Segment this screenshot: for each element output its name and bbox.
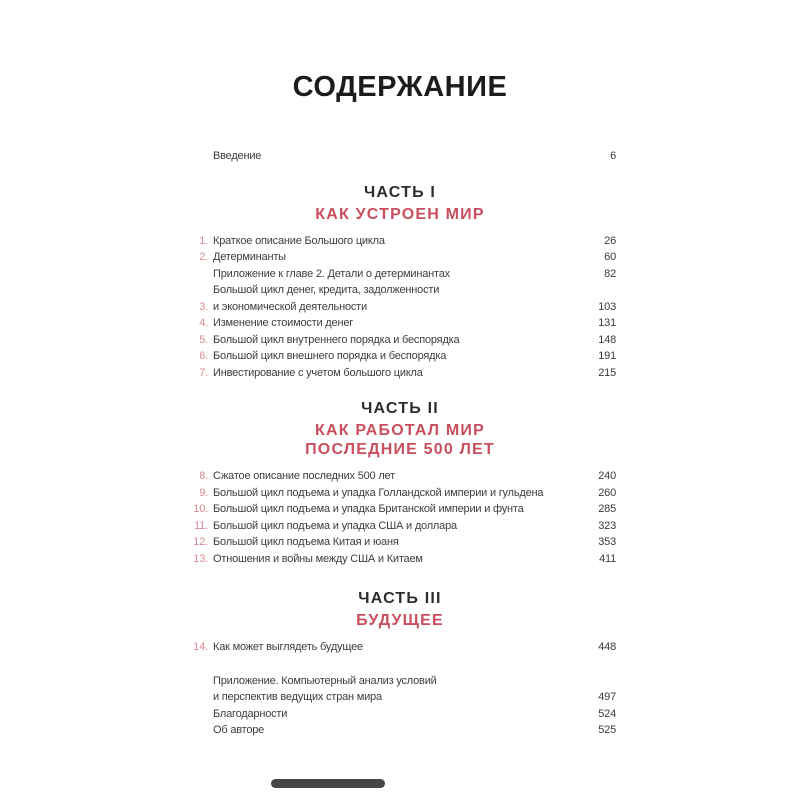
entry-title: Инвестирование с учетом большого цикла (213, 366, 423, 379)
entry-page-number: 497 (598, 691, 616, 703)
entry-title: Большой цикл денег, кредита, задолженности и экономической деятельности (213, 284, 440, 313)
toc-page (184, 70, 616, 739)
entry-page-number: 82 (604, 267, 616, 280)
entry-page-number: 285 (598, 503, 616, 515)
entry-title: Введение (213, 150, 262, 162)
part-label: ЧАСТЬ III (358, 590, 442, 607)
entry-page-number: 353 (598, 536, 616, 548)
toc-entry (184, 673, 616, 706)
entry-number: 4. (199, 317, 208, 329)
part-title: КАК РАБОТАЛ МИР ПОСЛЕДНИЕ 500 ЛЕТ (305, 422, 495, 458)
entry-page-number: 6 (610, 150, 616, 162)
toc-entry (184, 468, 616, 485)
entry-number: 5. (199, 333, 208, 346)
page-title: СОДЕРЖАНИЕ (292, 71, 508, 103)
part-items (184, 639, 616, 656)
entry-title: Большой цикл подъема Китая и юаня (213, 536, 399, 548)
entry-page-number: 103 (598, 300, 616, 313)
entry-number: 12. (193, 536, 208, 548)
part-title: КАК УСТРОЕН МИР (315, 205, 485, 223)
toc-entry (184, 282, 616, 315)
toc-entry (184, 148, 616, 165)
entry-page-number: 191 (598, 350, 616, 362)
entry-title: Большой цикл подъема и упадка Голландской империи и гульдена (213, 486, 544, 499)
entry-title: Приложение. Компьютерный анализ условий и перспектив ведущих стран мира (213, 674, 437, 703)
entry-page-number: 323 (598, 519, 616, 532)
part-heading (184, 589, 616, 630)
entry-page-number: 131 (598, 317, 616, 329)
entry-page-number: 524 (598, 707, 616, 720)
entry-title: Изменение стоимости денег (213, 317, 354, 329)
part-items (184, 233, 616, 382)
part-label: ЧАСТЬ I (363, 183, 437, 201)
toc-entry (184, 639, 616, 656)
entry-page-number: 525 (598, 724, 616, 736)
entry-number: 6. (199, 350, 208, 362)
entry-page-number: 240 (598, 470, 616, 482)
toc-entry (184, 348, 616, 365)
toc-parts (184, 183, 616, 656)
toc-entry (184, 249, 616, 266)
entry-title: Большой цикл подъема и упадка США и доллара (213, 519, 457, 532)
toc-entry (184, 534, 616, 551)
toc-entry (184, 315, 616, 332)
entry-number: 1. (199, 234, 208, 247)
entry-title: Как может выглядеть будущее (213, 641, 363, 653)
entry-page-number: 411 (599, 552, 616, 565)
entry-title: Большой цикл внутреннего порядка и беспорядка (213, 333, 460, 346)
entry-page-number: 448 (598, 641, 616, 653)
back-matter-section (184, 673, 616, 739)
part-heading (184, 399, 616, 459)
entry-number: 8. (199, 470, 208, 482)
part-heading (184, 183, 616, 224)
toc-entry (184, 365, 616, 382)
toc-entry (184, 518, 616, 535)
part-title: БУДУЩЕЕ (356, 612, 444, 629)
entry-title: Отношения и войны между США и Китаем (213, 552, 423, 565)
toc-entry (184, 485, 616, 502)
toc-entry (184, 706, 616, 723)
entry-page-number: 148 (598, 333, 616, 346)
entry-title: Приложение к главе 2. Детали о детерминантах (213, 267, 450, 280)
entry-title: Об авторе (213, 724, 265, 736)
toc-part (184, 399, 616, 567)
part-label: ЧАСТЬ II (361, 400, 439, 417)
entry-number: 14. (193, 641, 208, 653)
entry-page-number: 215 (598, 366, 616, 379)
entry-number: 10. (193, 503, 208, 515)
entry-title: Благодарности (213, 707, 288, 720)
entry-number: 2. (199, 251, 208, 263)
entry-number: 9. (199, 486, 208, 499)
toc-part (184, 183, 616, 382)
entry-number: 11. (194, 519, 208, 532)
entry-title: Большой цикл внешнего порядка и беспорядка (213, 350, 447, 362)
home-indicator-bar (271, 779, 385, 788)
entry-page-number: 26 (604, 234, 616, 247)
entry-title: Детерминанты (213, 251, 286, 263)
entry-page-number: 260 (598, 486, 616, 499)
toc-entry (184, 722, 616, 739)
entry-title: Большой цикл подъема и упадка Британской империи и фунта (213, 503, 524, 515)
entry-page-number: 60 (604, 251, 616, 263)
toc-entry (184, 332, 616, 349)
entry-title: Сжатое описание последних 500 лет (213, 470, 395, 482)
entry-number: 7. (199, 366, 208, 379)
toc-entry (184, 551, 616, 568)
entry-number: 13. (193, 552, 208, 565)
entry-title: Краткое описание Большого цикла (213, 234, 385, 247)
toc-entry (184, 266, 616, 283)
toc-entry (184, 233, 616, 250)
toc-entry (184, 501, 616, 518)
entry-number: 3. (199, 300, 208, 313)
intro-section (184, 148, 616, 165)
part-items (184, 468, 616, 567)
toc-part (184, 589, 616, 656)
